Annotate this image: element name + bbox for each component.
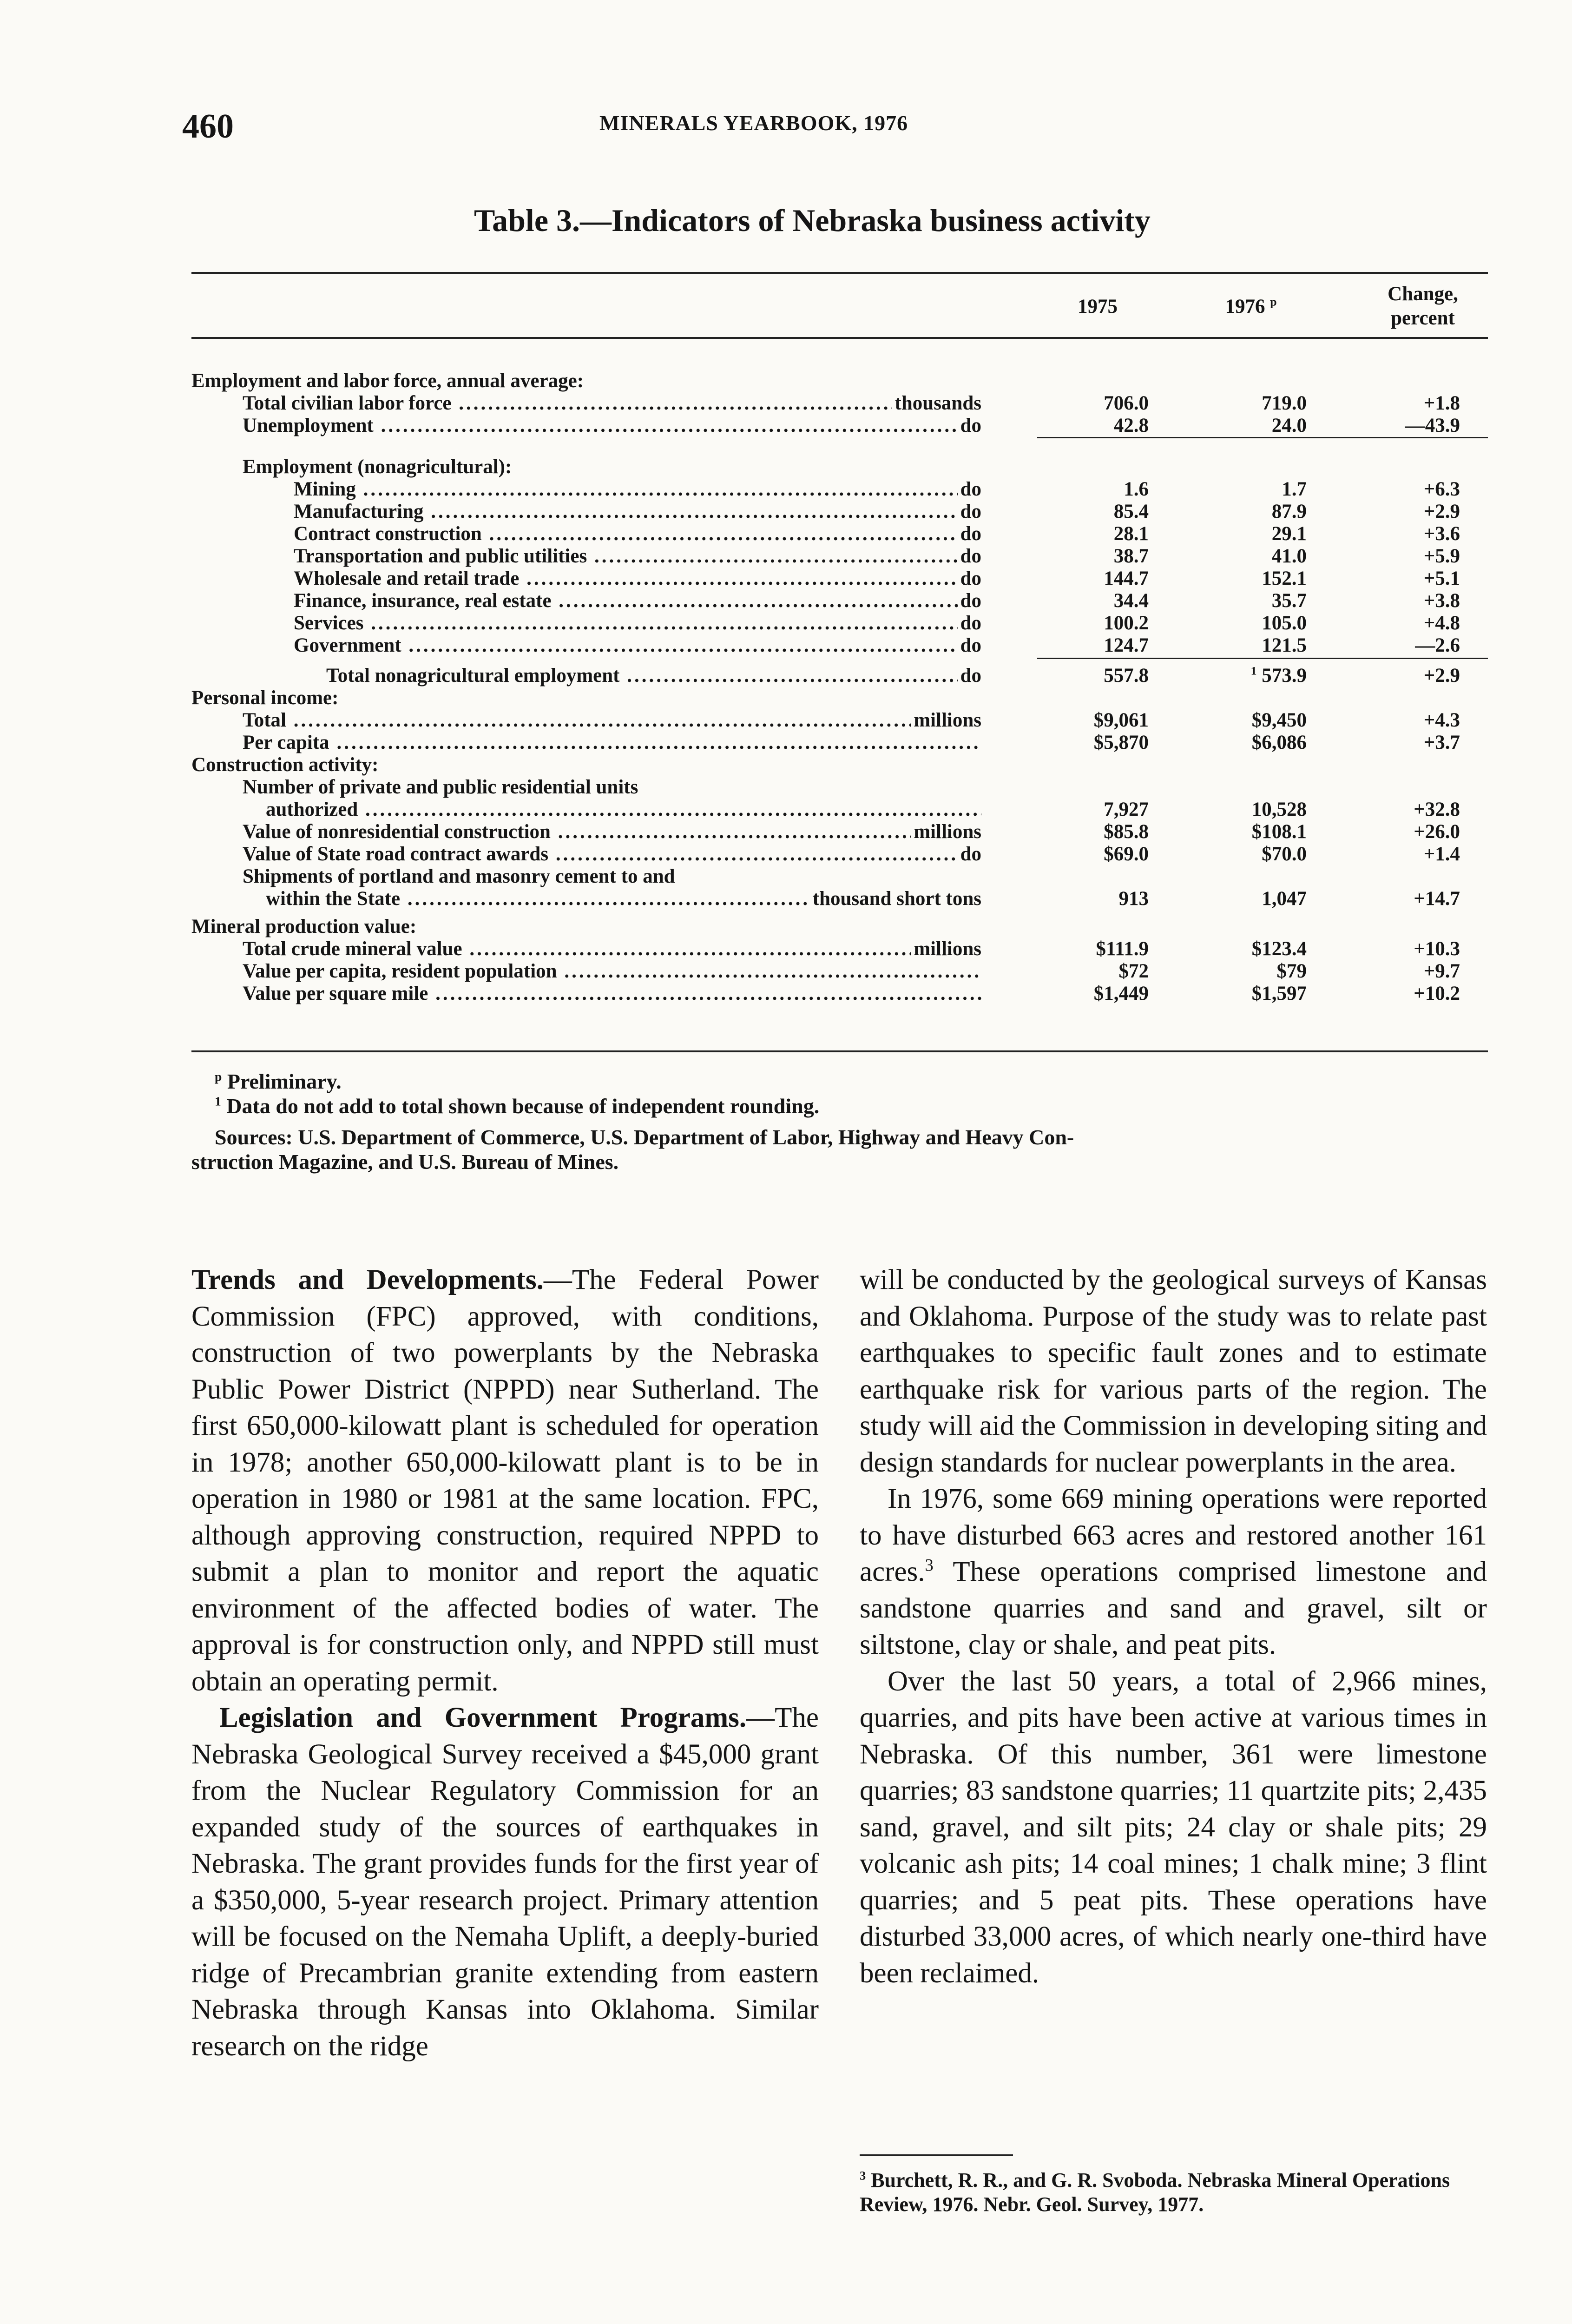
cell-change: +26.0 [1414,821,1460,843]
cell-1976: 105.0 [1262,612,1307,634]
row-label: within the State ..... [266,887,981,911]
paragraph-fifty-years: Over the last 50 years, a total of 2,966 mines, quarries, and pits have been active at various times in Nebraska. Of this number, 361 were limestone quarries; 83 sandstone quarries; 11 quartzite pits; 2,435 sand, gravel, and silt pits; 24 clay or shale pits; 29 volcanic ash pits; 14 coal mines; 1 chalk mine; 3 flint quarries; and 5 peat pits. These operations have disturbed 33,000 acres, of which nearly one-third have been reclaimed. [860,1665,1487,1989]
table-row [191,776,1488,799]
row-label: Mineral production value: [191,916,417,938]
cell-1976: 41.0 [1271,545,1307,567]
row-unit: do [958,414,981,437]
table-top-rule [191,272,1488,274]
table-row [191,478,1488,501]
table-row [191,865,1488,888]
row-label: Value per square mile ..... [243,982,981,1005]
cell-1976: $79 [1276,960,1307,982]
table-row [191,567,1488,590]
row-label: Contract construction ..... [294,522,981,546]
row-unit: millions [911,820,981,844]
table-row [191,687,1488,710]
row-label: Value of nonresidential construction ..... [243,820,981,844]
cell-change: +10.2 [1414,983,1460,1004]
cell-change: +5.9 [1423,545,1460,567]
cell-1976: 10,528 [1251,799,1307,820]
cell-1976: 121.5 [1262,634,1307,656]
cell-1975: $111.9 [1096,938,1149,960]
col-header-change: Change, percent [1388,283,1458,329]
row-unit: thousand short tons [810,887,981,911]
cell-1976: $9,450 [1251,709,1307,731]
cell-change: +2.9 [1423,665,1460,687]
table-row [191,887,1488,911]
cell-1976: $6,086 [1251,732,1307,753]
row-label: authorized ..... [266,798,981,821]
row-unit: millions [911,938,981,961]
table-title: Table 3.—Indicators of Nebraska business activity [474,203,1151,238]
cell-change: +32.8 [1414,799,1460,820]
left-column [191,1262,819,2065]
cell-change: +4.8 [1423,612,1460,634]
row-label: Total nonagricultural employment ..... [326,664,981,687]
row-unit: do [958,478,981,501]
row-label: Mining ..... [294,478,981,501]
cell-1976: 35.7 [1271,590,1307,612]
table-row [191,500,1488,523]
col-header-1975: 1975 [1078,296,1118,317]
cell-change: +10.3 [1414,938,1460,960]
cell-1976: 29.1 [1271,523,1307,545]
cell-change: +14.7 [1414,888,1460,910]
cell-change: +1.4 [1423,843,1460,865]
cell-1976: $1,597 [1251,983,1307,1004]
row-unit: do [958,522,981,546]
cell-1975: 85.4 [1113,501,1149,522]
row-label: Total civilian labor force ..... [243,392,981,415]
cell-1976: 152.1 [1262,568,1307,589]
table-row [191,414,1488,437]
row-label: Total ..... [243,709,981,732]
cell-1975: $5,870 [1093,732,1149,753]
row-label: Unemployment ..... [243,414,981,437]
row-unit: thousands [892,392,981,415]
cell-1975: 144.7 [1104,568,1149,589]
table-bottom-rule [191,1050,1488,1052]
cell-1976: $^1$ 573.9 [1250,664,1307,687]
cell-1975: 1.6 [1124,478,1149,500]
cell-1975: 38.7 [1113,545,1149,567]
table-row [191,664,1488,687]
table-row [191,392,1488,415]
cell-1975: 557.8 [1104,665,1149,687]
table-row [191,731,1488,754]
cell-change: +3.7 [1423,732,1460,753]
row-label: Manufacturing ..... [294,500,981,523]
note-rounding: $^1$ Data do not add to total shown because of independent rounding. [215,1094,820,1118]
table-row [191,820,1488,844]
table-row [191,798,1488,821]
row-unit: millions [911,709,981,732]
paragraph-research: will be conducted by the geological surveys of Kansas and Oklahoma. Purpose of the study was to relate past earthquakes to specific fault zones and to estimate earthquake risk for various parts of the region. The study will aid the Commission in developing siting and design standards for nuclear powerplants in the area. [860,1264,1487,1478]
cell-1975: 100.2 [1104,612,1149,634]
paragraph-mining-operations: In 1976, some 669 mining operations were reported to have disturbed 663 acres and restored another 161 acres.$^3$ These operations comprised limestone and sandstone quarries and sand and gravel, silt or siltstone, clay or shale, and peat pits. [860,1483,1487,1660]
running-head: MINERALS YEARBOOK, 1976 [599,111,908,135]
table-row [191,522,1488,546]
cell-1976: 1.7 [1282,478,1307,500]
cell-1976: 1,047 [1262,888,1307,910]
col-header-1976: 1976 $^p$ [1225,295,1277,317]
row-label: Personal income: [191,687,339,709]
paragraph-legislation: Legislation and Government Programs.—The Nebraska Geological Survey received a $45,000 grant from the Nuclear Regulatory Commission for an expanded study of the sources of earthquakes in Nebraska. The grant provides funds for the first year of a $350,000, 5-year research project. Primary attention will be focused on the Nemaha Uplift, a deeply-buried ridge of Precambrian granite extending from eastern Nebraska through Kansas into Oklahoma. Similar research on the ridge [191,1702,819,2062]
note-sources-line2: struction Magazine, and U.S. Bureau of Mines. [191,1150,619,1174]
table-row [191,589,1488,613]
subtotal-rule [1037,437,1488,438]
table-row [191,982,1488,1005]
row-unit: do [958,567,981,590]
row-label: Finance, insurance, real estate ..... [294,589,981,613]
row-label: Government ..... [294,634,981,657]
cell-1975: 706.0 [1104,392,1149,414]
row-label: Value per capita, resident population ..... [243,960,981,983]
cell-1975: 42.8 [1113,415,1149,436]
cell-1976: $108.1 [1251,821,1307,843]
cell-change: +1.8 [1423,392,1460,414]
cell-change: +3.6 [1423,523,1460,545]
table-row [191,915,1488,938]
cell-change: +5.1 [1423,568,1460,589]
table-row [191,709,1488,732]
row-unit: do [958,589,981,613]
row-unit: do [958,545,981,568]
subtotal-rule [1037,658,1488,659]
cell-change: +3.8 [1423,590,1460,612]
footnote-rule [860,2154,1013,2156]
row-label: Construction activity: [191,754,379,776]
row-label: Wholesale and retail trade ..... [294,567,981,590]
row-label: Per capita ..... [243,731,981,754]
row-label: Employment (nonagricultural): [243,456,512,478]
table-row [191,938,1488,961]
cell-1975: $69.0 [1104,843,1149,865]
row-label: Total crude mineral value ..... [243,938,981,961]
row-label: Transportation and public utilities ..... [294,545,981,568]
row-label: Employment and labor force, annual average: [191,370,584,392]
note-preliminary: $^p$ Preliminary. [215,1069,342,1093]
cell-1976: $123.4 [1251,938,1307,960]
cell-1975: $85.8 [1104,821,1149,843]
table-row [191,634,1488,657]
cell-1975: 124.7 [1104,634,1149,656]
table-row [191,370,1488,393]
right-column [860,1262,1487,1992]
cell-1975: 7,927 [1104,799,1149,820]
row-label: Shipments of portland and masonry cement to and [243,865,675,887]
row-unit: do [958,843,981,866]
paragraph-trends: Trends and Developments.—The Federal Power Commission (FPC) approved, with conditions, construction of two powerplants by the Nebraska Public Power District (NPPD) near Sutherland. The first 650,000-kilowatt plant is scheduled for operation in 1978; another 650,000-kilowatt plant is to be in operation in 1980 or 1981 at the same location. FPC, although approving construction, required NPPD to submit a plan to monitor and report the aquatic environment of the affected bodies of water. The approval is for construction only, and NPPD still must obtain an operating permit. [191,1264,819,1697]
row-unit: do [958,634,981,657]
table-row [191,843,1488,866]
cell-1976: $70.0 [1262,843,1307,865]
table-row [191,612,1488,635]
cell-1975: $1,449 [1093,983,1149,1004]
row-label: Number of private and public residential units [243,776,638,798]
cell-change: +6.3 [1423,478,1460,500]
cell-change: —43.9 [1405,415,1460,436]
cell-change: +4.3 [1423,709,1460,731]
cell-1976: 719.0 [1262,392,1307,414]
row-unit: do [958,664,981,687]
cell-1976: 87.9 [1271,501,1307,522]
row-label: Services ..... [294,612,981,635]
cell-change: —2.6 [1415,634,1460,656]
table-row [191,456,1488,479]
table-header-rule [191,337,1488,339]
row-label: Value of State road contract awards ..... [243,843,981,866]
cell-1975: 28.1 [1113,523,1149,545]
cell-1975: $72 [1118,960,1149,982]
table-notes [191,1069,1488,1174]
cell-1976: 24.0 [1271,415,1307,436]
table-row [191,753,1488,777]
cell-change: +9.7 [1423,960,1460,982]
cell-1975: 34.4 [1113,590,1149,612]
page-number: 460 [182,107,234,145]
note-sources-line1: Sources: U.S. Department of Commerce, U.S. Department of Labor, Highway and Heavy Con- [215,1125,1074,1149]
row-unit: do [958,500,981,523]
cell-change: +2.9 [1423,501,1460,522]
footnote-3: $^3$ Burchett, R. R., and G. R. Svoboda. Nebraska Mineral Operations Review, 1976. Nebr. Geol. Survey, 1977. [860,2168,1450,2216]
table-row [191,960,1488,983]
cell-1975: $9,061 [1093,709,1149,731]
row-unit: do [958,612,981,635]
table-row [191,545,1488,568]
cell-1975: 913 [1118,888,1149,910]
